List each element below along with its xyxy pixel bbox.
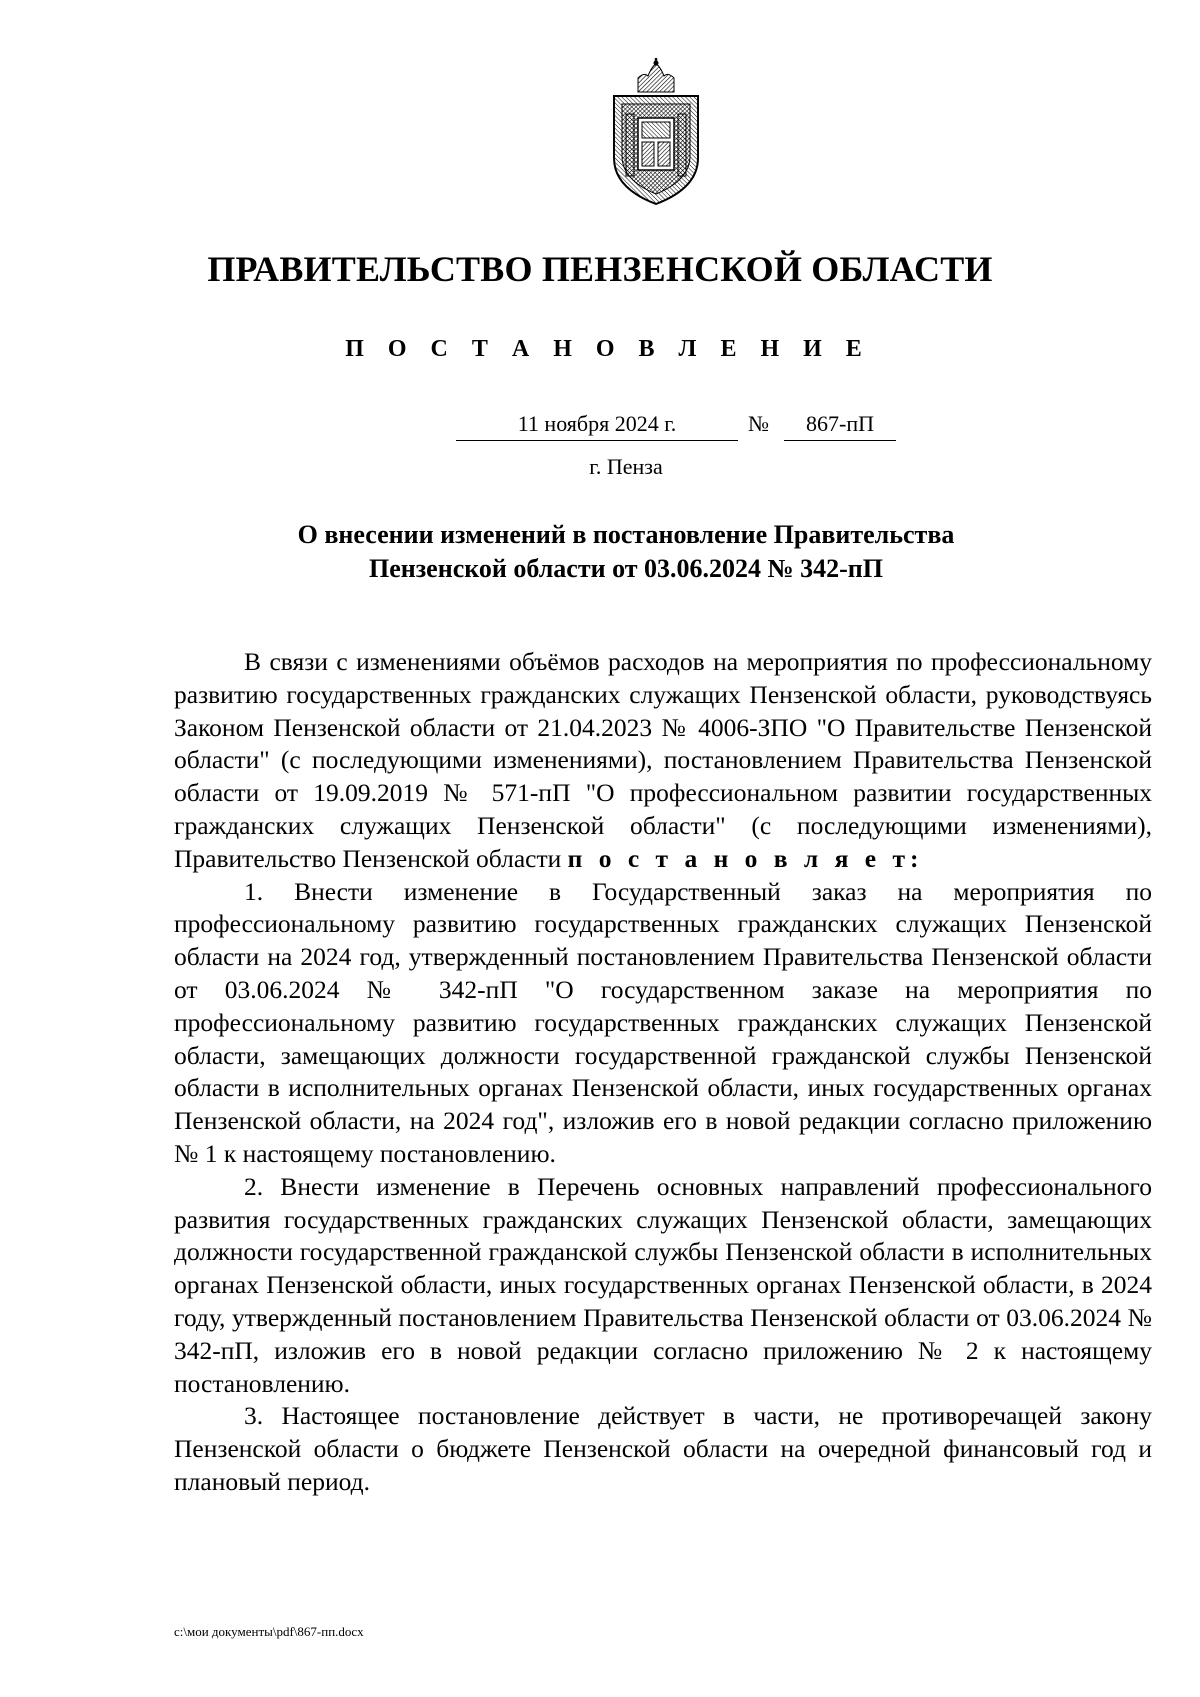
document-body [174, 646, 1152, 1499]
item-3-paragraph: 3. Настоящее постановление действует в части, не противоречащей закону Пензенской области о бюджете Пензенской области на очередной финансовый год и плановый период. [174, 1401, 1152, 1496]
subject-line-1: О внесении изменений в постановление Правительства [297, 520, 955, 549]
document-type: П О С Т А Н О В Л Е Н И Е [345, 336, 871, 362]
preamble-paragraph [174, 646, 1152, 876]
document-date: 11 ноября 2024 г. [456, 408, 738, 441]
preamble-text: В связи с изменениями объёмов расходов на мероприятия по профессиональному развитию государственных гражданских служащих Пензенской области, руководствуясь Законом Пензенской области от 21.04.2023 № 4006-ЗПО "О Правительстве Пензенской области" (с последующими изменениями), постановлением Правительства Пензенской области от 19.09.2019 № 571-пП "О профессиональном развитии государственных гражданских служащих Пензенской области" (с последующими изменениями), Правительство Пензенской области [174, 647, 1152, 873]
city: г. Пенза [589, 454, 663, 479]
document-subject [0, 518, 1200, 586]
organization-title: ПРАВИТЕЛЬСТВО ПЕНЗЕНСКОЙ ОБЛАСТИ [207, 249, 993, 289]
footer-file-path: c:\мои документы\pdf\867-пп.docx [174, 1624, 364, 1639]
item-1-paragraph: 1. Внести изменение в Государственный заказ на мероприятия по профессиональному развитию государственных гражданских служащих Пензенской области на 2024 год, утвержденный постановлением Правительства Пензенской области от 03.06.2024 № 342-пП "О государственном заказе на мероприятия по профессиональному развитию государственных гражданских служащих Пензенской области, замещающих должности государственной гражданской службы Пензенской области в исполнительных органах Пензенской области, иных государственных органах Пензенской области, на 2024 год", изложив его в новой редакции согласно приложению № 1 к настоящему постановлению. [174, 876, 1152, 1168]
decree-word: п о с т а н о в л я е т: [567, 843, 924, 873]
item-2-paragraph: 2. Внести изменение в Перечень основных направлений профессионального развития государственных гражданских служащих Пензенской области, замещающих должности государственной гражданской службы Пензенской области в исполнительных органах Пензенской области, иных государственных органах Пензенской области, в 2024 году, утвержденный постановлением Правительства Пензенской области от 03.06.2024 № 342-пП, изложив его в новой редакции согласно приложению № 2 к настоящему постановлению. [174, 1171, 1152, 1398]
subject-line-2: Пензенской области от 03.06.2024 № 342-пП [368, 554, 884, 583]
number-sign: № [748, 411, 769, 436]
date-number-line [0, 408, 1200, 444]
document-number: 867-пП [784, 408, 896, 441]
coat-of-arms-emblem [608, 58, 704, 208]
